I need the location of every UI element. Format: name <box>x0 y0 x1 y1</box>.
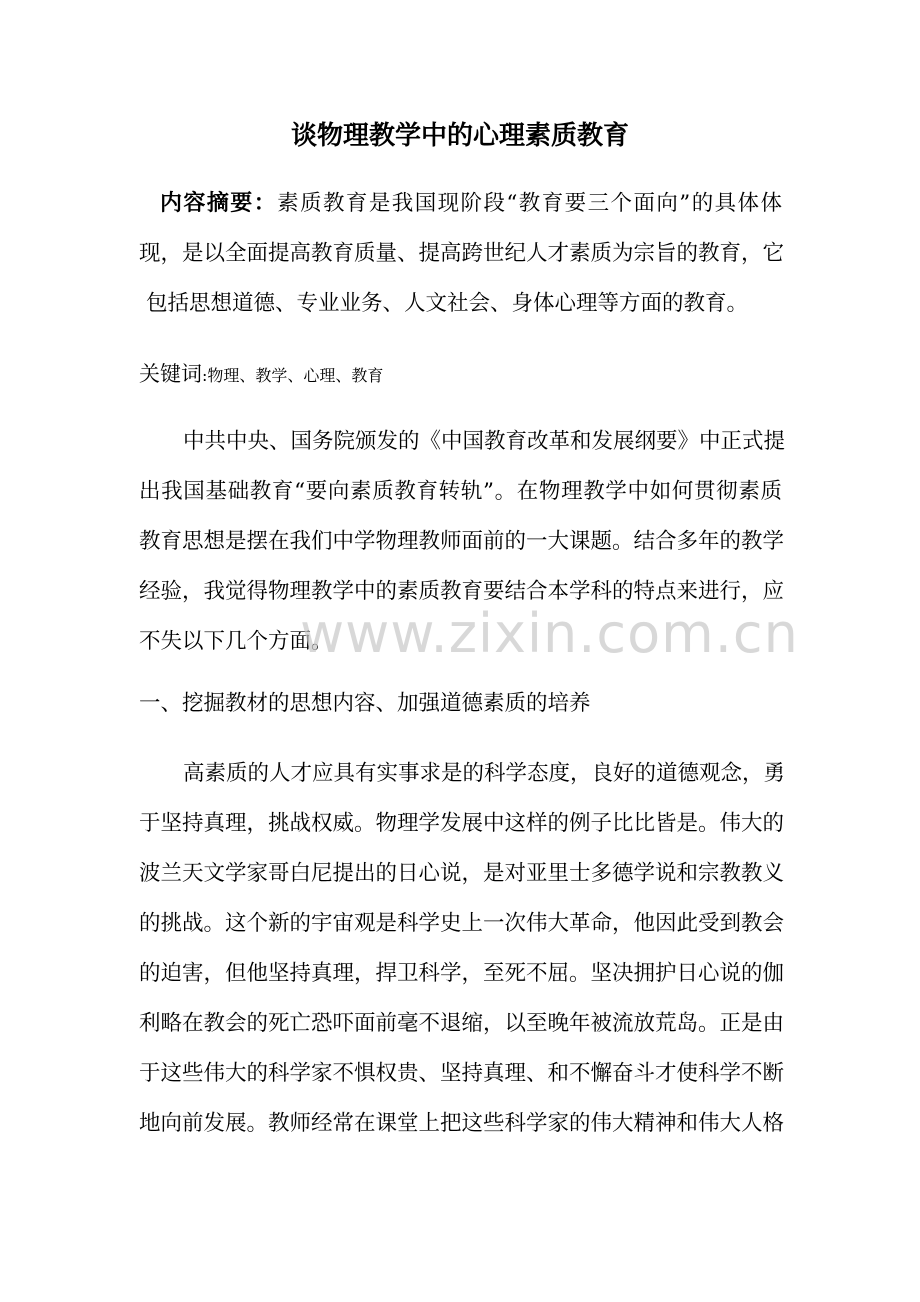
watermark: www.zixin.com.cn <box>300 602 799 665</box>
intro-line-2: 出我国基础教育“要向素质教育转轨”。在物理教学中如何贯彻素质 <box>139 479 782 504</box>
section-1-line-2: 于坚持真理，挑战权威。物理学发展中这样的例子比比皆是。伟大的 <box>139 811 785 836</box>
section-1-line-4: 的挑战。这个新的宇宙观是科学史上一次伟大革命，他因此受到教会 <box>139 911 785 936</box>
section-1-line-7: 于这些伟大的科学家不惧权贵、坚持真理、和不懈奋斗才使科学不断 <box>139 1061 785 1086</box>
section-1-line-3: 波兰天文学家哥白尼提出的日心说，是对亚里士多德学说和宗教教义 <box>139 861 785 886</box>
section-1-line-5: 的迫害，但他坚持真理，捍卫科学，至死不屈。坚决拥护日心说的伽 <box>139 961 785 986</box>
keywords-label: 关键词 <box>139 362 202 386</box>
abstract-line-1 <box>160 182 782 226</box>
section-1-line-1: 高素质的人才应具有实事求是的科学态度，良好的道德观念，勇 <box>183 761 786 786</box>
abstract-text-1: 素质教育是我国现阶段“教育要三个面向”的具体体 <box>277 191 782 216</box>
section-1-line-6: 利略在教会的死亡恐吓面前毫不退缩，以至晚年被流放荒岛。正是由 <box>139 1011 785 1036</box>
section-1-line-8: 地向前发展。教师经常在课堂上把这些科学家的伟大精神和伟大人格 <box>139 1111 785 1136</box>
intro-line-1: 中共中央、国务院颁发的《中国教育改革和发展纲要》中正式提 <box>183 429 786 454</box>
intro-line-4: 经验，我觉得物理教学中的素质教育要结合本学科的特点来进行，应 <box>139 579 785 604</box>
keywords-value: 物理、教学、心理、教育 <box>207 366 384 385</box>
abstract-line-2: 现，是以全面提高教育质量、提高跨世纪人才素质为宗旨的教育，它 <box>139 241 785 266</box>
keywords-separator: : <box>202 366 208 385</box>
abstract-line-3: 包括思想道德、专业业务、人文社会、身体心理等方面的教育。 <box>146 291 749 316</box>
keywords-line <box>139 352 383 398</box>
document-title: 谈物理教学中的心理素质教育 <box>290 121 629 151</box>
intro-line-5: 不失以下几个方面。 <box>139 629 333 654</box>
intro-line-3: 教育思想是摆在我们中学物理教师面前的一大课题。结合多年的教学 <box>139 529 785 554</box>
abstract-label: 内容摘要： <box>160 191 278 216</box>
section-1-heading: 一、挖掘教材的思想内容、加强道德素质的培养 <box>139 691 591 716</box>
